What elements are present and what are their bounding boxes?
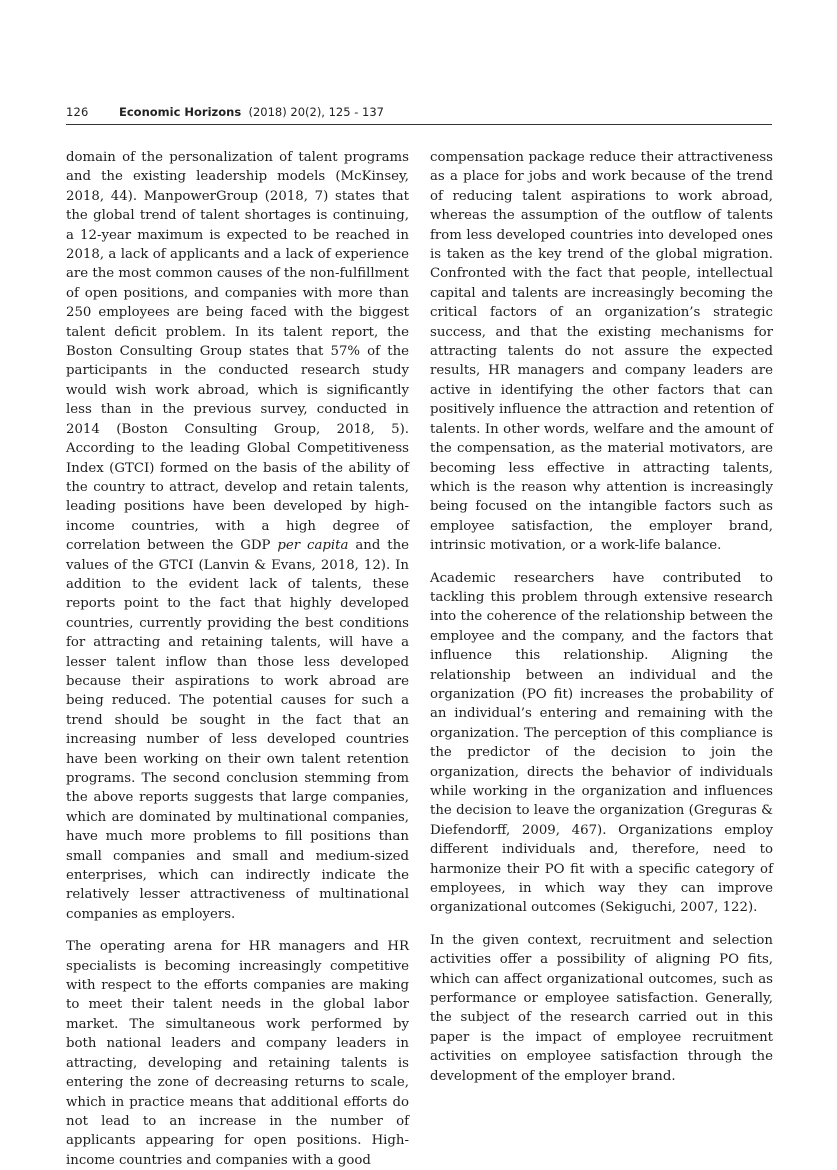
paragraph: compensation package reduce their attractiveness as a place for jobs and work because of the trend of reducing talent aspirations to work abroad, whereas the assumption of the outflow of talents from less developed countries into developed ones is taken as the key trend of the global migration. Confronted with the fact that people, intellectual capital and talents are increasingly becoming the critical factors of an organization’s strategic success, and that the existing mechanisms for attracting talents do not assure the expected results, HR managers and company leaders are active in identifying the other factors that can positively influence the attraction and retention of talents. In other words, welfare and the amount of the compensation, as the material motivators, are becoming less effective in attracting talents, which is the reason why attention is increasingly being focused on the intangible factors such as employee satisfaction, the employer brand, intrinsic motivation, or a work-life balance. [430,150,773,554]
page-number: 126 [66,105,89,119]
paragraph-text: domain of the personalization of talent programs and the existing leadership models (McKinsey, 2018, 44). ManpowerGroup (2018, 7) states that the global trend of talent shortages is continuing, a 12-year maximum is expected to be reached in 2018, a lack of applicants and a lack of experience are the most common causes of the non-fulfillment of open positions, and companies with more than 250 employees are being faced with the biggest talent deficit problem. In its talent report, the Boston Consulting Group states that 57% of the participants in the conducted research study would wish work abroad, which is significantly less than in the previous survey, conducted in 2014 (Boston Consulting Group, 2018, 5). According to the leading Global Competitiveness Index (GTCI) formed on the basis of the ability of the country to attract, develop and retain talents, leading positions have been developed by high-income countries, with a high degree of correlation between the GDP [66,150,409,554]
journal-citation [119,105,384,119]
issue-citation: (2018) 20(2), 125 - 137 [248,105,384,119]
paragraph: The operating arena for HR managers and HR specialists is becoming increasingly competitive with respect to the efforts companies are making to meet their talent needs in the global labor market. The simultaneous work performed by both national leaders and company leaders in attracting, developing and retaining talents is entering the zone of decreasing returns to scale, which in practice means that additional efforts do not lead to an increase in the number of applicants appearing for open positions. High-income countries and companies with a good [66,939,409,1168]
left-column [66,148,409,1170]
running-header [66,104,772,124]
paragraph-text: and the values of the GTCI (Lanvin & Evans, 2018, 12). In addition to the evident lack of talents, these reports point to the fact that highly developed countries, currently providing the best conditions for attracting and retaining talents, will have a lesser talent inflow than those less developed because their aspirations to work abroad are being reduced. The potential causes for such a trend should be sought in the fact that an increasing number of less developed countries have been working on their own talent retention programs. The second conclusion stemming from the above reports suggests that large companies, which are dominated by multinational companies, have much more problems to fill positions than small companies and small and medium-sized enterprises, which can indirectly indicate the relatively lesser attractiveness of multinational companies as employers. [66,538,410,922]
right-column [430,148,773,1086]
italic-term: per capita [277,538,349,554]
journal-name: Economic Horizons [119,105,242,119]
header-rule [66,124,772,125]
paragraph: In the given context, recruitment and selection activities offer a possibility of aligning PO fits, which can affect organizational outcomes, such as performance or employee satisfaction. Generally, the subject of the research carried out in this paper is the impact of employee recruitment activities on employee satisfaction through the development of the employer brand. [430,932,773,1084]
paragraph: Academic researchers have contributed to tackling this problem through extensive research into the coherence of the relationship between the employee and the company, and the factors that influence this relationship. Aligning the relationship between an individual and the organization (PO fit) increases the probability of an individual’s entering and remaining with the organization. The perception of this compliance is the predictor of the decision to join the organization, directs the behavior of individuals while working in the organization and influences the decision to leave the organization (Greguras & Diefendorff, 2009, 467). Organizations employ different individuals and, therefore, need to harmonize their PO fit with a specific category of employees, in which way they can improve organizational outcomes (Sekiguchi, 2007, 122). [430,570,773,916]
paragraph [66,148,409,924]
